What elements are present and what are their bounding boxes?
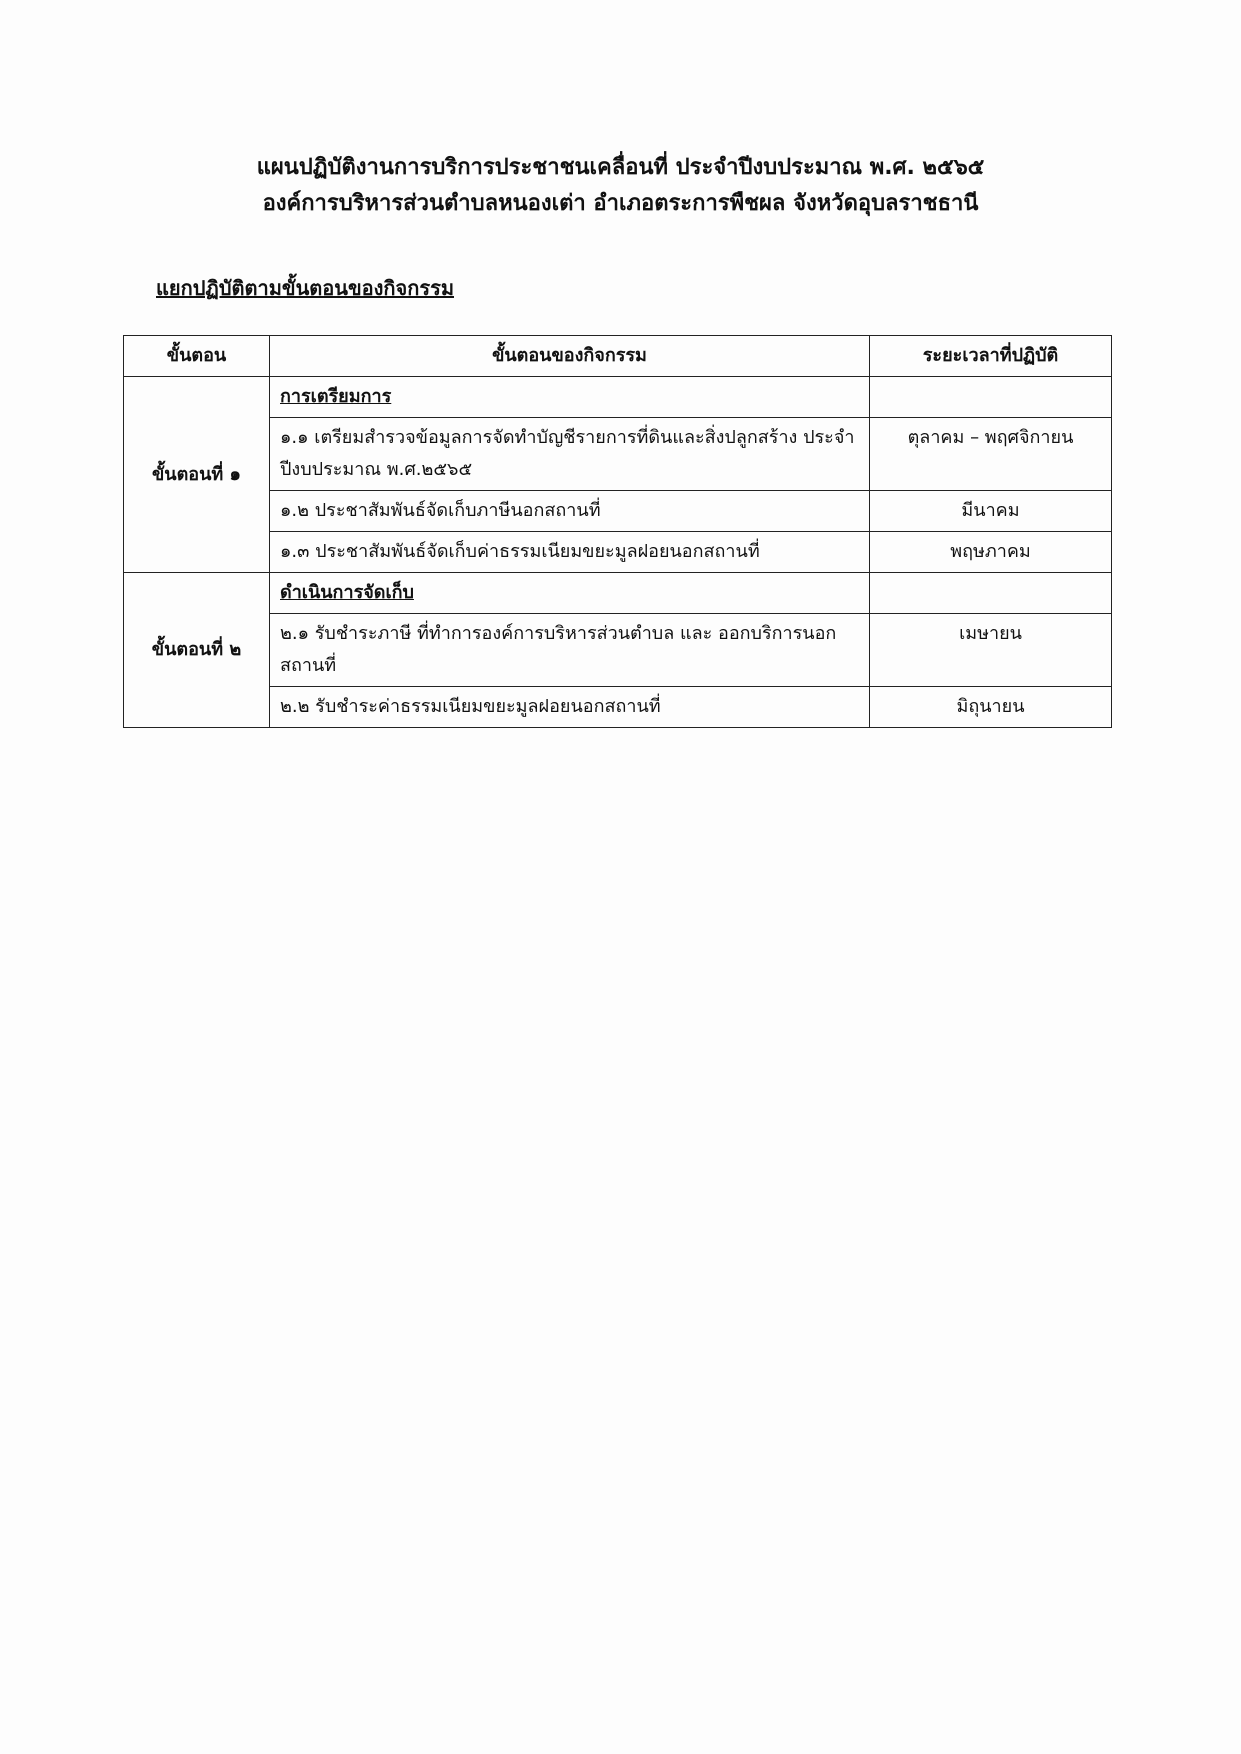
title-line-1: แผนปฏิบัติงานการบริการประชาชนเคลื่อนที่ ประจำปีงบประมาณ พ.ศ. ๒๕๖๕ xyxy=(256,155,985,180)
period-cell: พฤษภาคม xyxy=(870,532,1112,573)
header-activity: ขั้นตอนของกิจกรรม xyxy=(270,336,870,377)
document-title xyxy=(0,150,1241,222)
period-cell: ตุลาคม – พฤศจิกายน xyxy=(870,418,1112,491)
title-line-2: องค์การบริหารส่วนตำบลหนองเต่า อำเภอตระการพืชผล จังหวัดอุบลราชธานี xyxy=(262,191,979,216)
table-row xyxy=(124,573,1112,614)
period-cell: มีนาคม xyxy=(870,491,1112,532)
section-heading: แยกปฏิบัติตามขั้นตอนของกิจกรรม xyxy=(156,276,454,300)
activity-cell: ๑.๑ เตรียมสำรวจข้อมูลการจัดทำบัญชีรายการที่ดินและสิ่งปลูกสร้าง ประจำปีงบประมาณ พ.ศ.๒๕๖๕ xyxy=(270,418,870,491)
phase-1-title-period xyxy=(870,377,1112,418)
activity-cell: ๑.๒ ประชาสัมพันธ์จัดเก็บภาษีนอกสถานที่ xyxy=(270,491,870,532)
period-cell: มิถุนายน xyxy=(870,687,1112,728)
table-row xyxy=(124,614,1112,687)
header-period: ระยะเวลาที่ปฏิบัติ xyxy=(870,336,1112,377)
activity-cell: ๑.๓ ประชาสัมพันธ์จัดเก็บค่าธรรมเนียมขยะมูลฝอยนอกสถานที่ xyxy=(270,532,870,573)
phase-2-title: ดำเนินการจัดเก็บ xyxy=(270,573,870,614)
table-row xyxy=(124,491,1112,532)
table-row xyxy=(124,377,1112,418)
table-row xyxy=(124,532,1112,573)
table-header-row xyxy=(124,336,1112,377)
activity-cell: ๒.๑ รับชำระภาษี ที่ทำการองค์การบริหารส่วนตำบล และ ออกบริการนอกสถานที่ xyxy=(270,614,870,687)
activity-cell: ๒.๒ รับชำระค่าธรรมเนียมขยะมูลฝอยนอกสถานที่ xyxy=(270,687,870,728)
phase-2-title-period xyxy=(870,573,1112,614)
table-row xyxy=(124,687,1112,728)
phase-1-title: การเตรียมการ xyxy=(270,377,870,418)
period-cell: เมษายน xyxy=(870,614,1112,687)
table-row xyxy=(124,418,1112,491)
header-step: ขั้นตอน xyxy=(124,336,270,377)
activity-plan-table xyxy=(123,335,1112,728)
phase-1-step-label: ขั้นตอนที่ ๑ xyxy=(124,377,270,573)
phase-2-step-label: ขั้นตอนที่ ๒ xyxy=(124,573,270,728)
